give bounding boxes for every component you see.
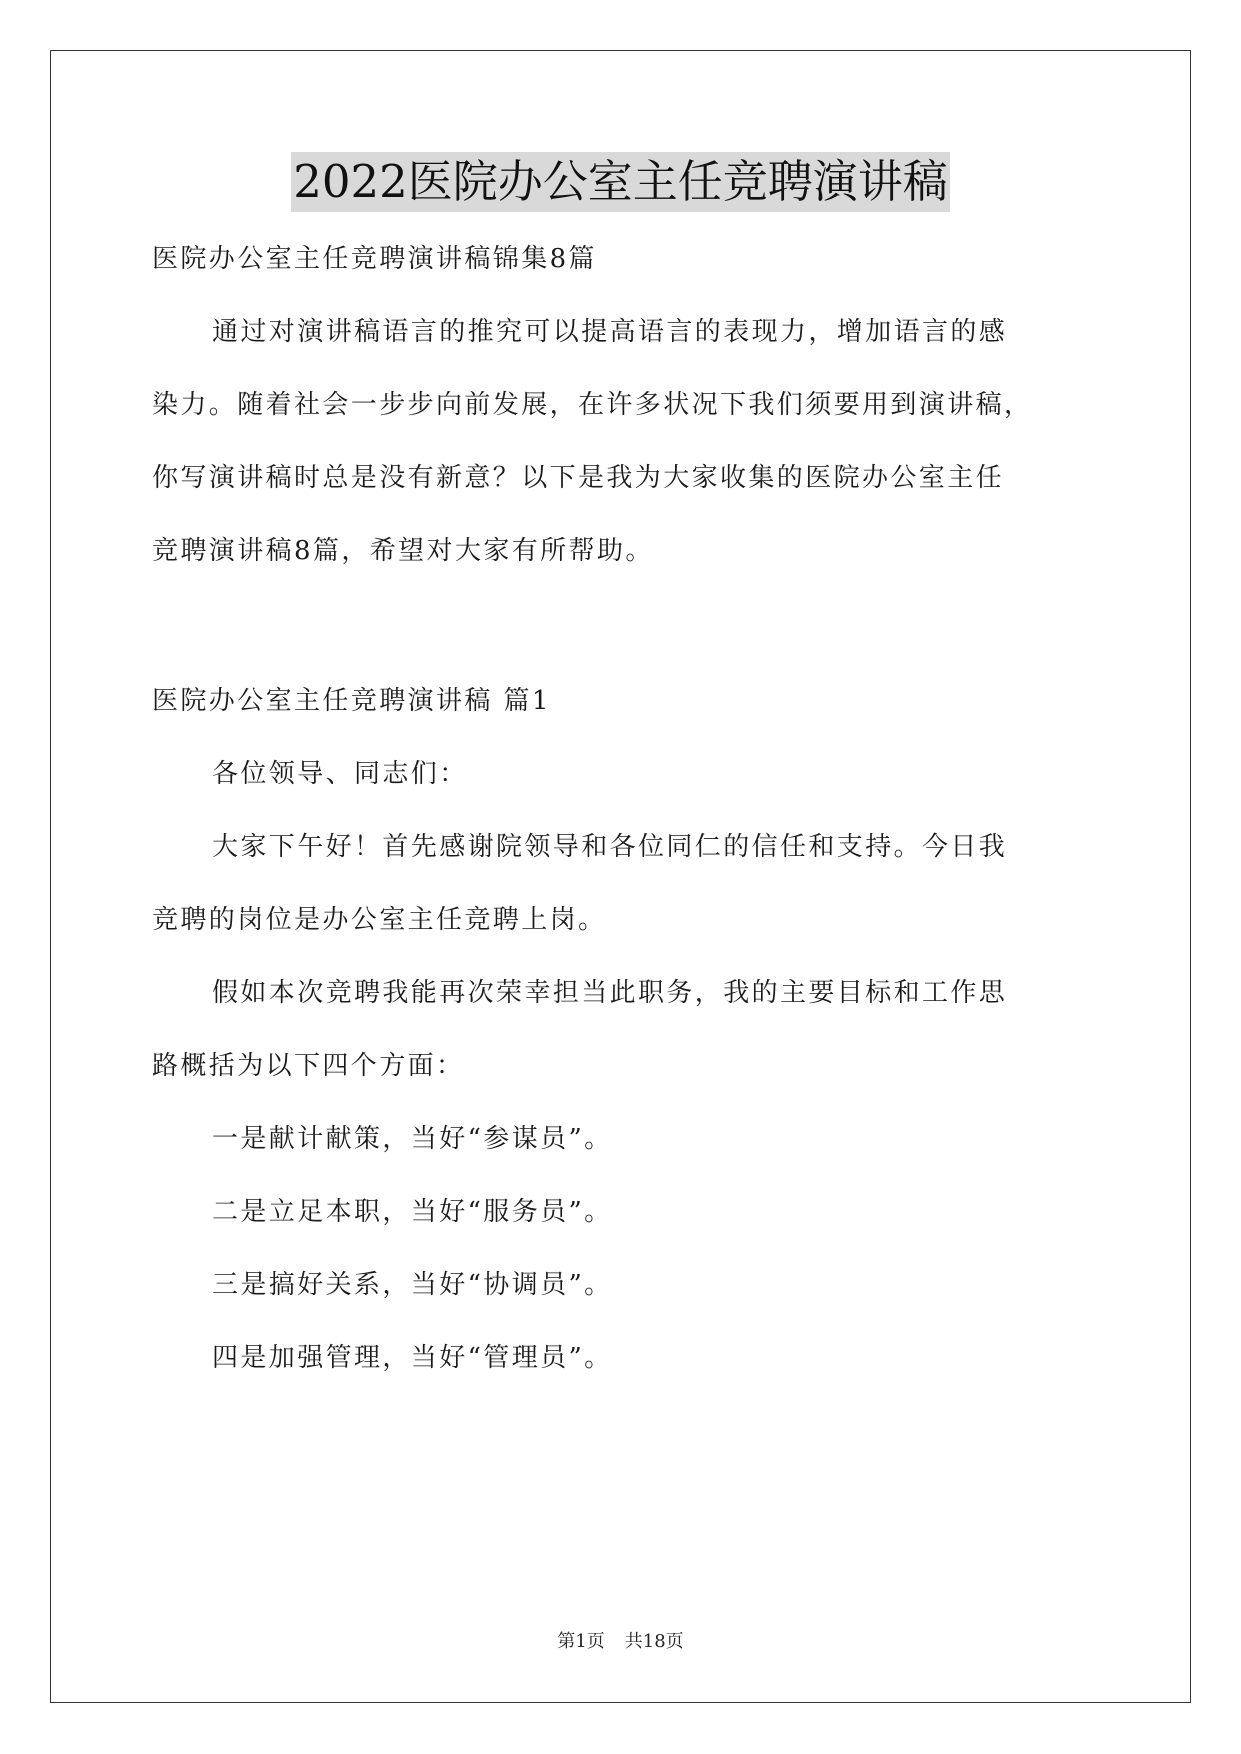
list-item: 一是献计献策，当好“参谋员”。 xyxy=(212,1124,613,1154)
paragraph-line: 假如本次竞聘我能再次荣幸担当此职务，我的主要目标和工作思 xyxy=(212,978,1008,1008)
paragraph-line: 路概括为以下四个方面： xyxy=(152,1051,465,1081)
title-container xyxy=(0,152,1241,212)
paragraph-line: 竞聘演讲稿8篇，希望对大家有所帮助。 xyxy=(152,536,654,566)
page-number: 第1页 xyxy=(557,1631,605,1652)
document-title: 2022医院办公室主任竞聘演讲稿 xyxy=(291,152,950,212)
list-item: 二是立足本职，当好“服务员”。 xyxy=(212,1197,613,1227)
page-border xyxy=(50,50,1191,1703)
page-footer xyxy=(0,1630,1241,1654)
paragraph-line: 各位领导、同志们： xyxy=(212,759,468,789)
paragraph-line: 你写演讲稿时总是没有新意？以下是我为大家收集的医院办公室主任 xyxy=(152,463,1005,493)
page-total: 共18页 xyxy=(624,1631,684,1652)
paragraph-line: 染力。随着社会一步步向前发展，在许多状况下我们须要用到演讲稿， xyxy=(152,390,1033,420)
subtitle-line: 医院办公室主任竞聘演讲稿锦集8篇 xyxy=(152,244,597,274)
paragraph-line: 竞聘的岗位是办公室主任竞聘上岗。 xyxy=(152,905,607,935)
list-item: 三是搞好关系，当好“协调员”。 xyxy=(212,1270,613,1300)
section-heading: 医院办公室主任竞聘演讲稿 篇1 xyxy=(152,686,551,716)
list-item: 四是加强管理，当好“管理员”。 xyxy=(212,1343,613,1373)
paragraph-line: 通过对演讲稿语言的推究可以提高语言的表现力，增加语言的感 xyxy=(212,317,1008,347)
paragraph-line: 大家下午好！首先感谢院领导和各位同仁的信任和支持。今日我 xyxy=(212,832,1008,862)
